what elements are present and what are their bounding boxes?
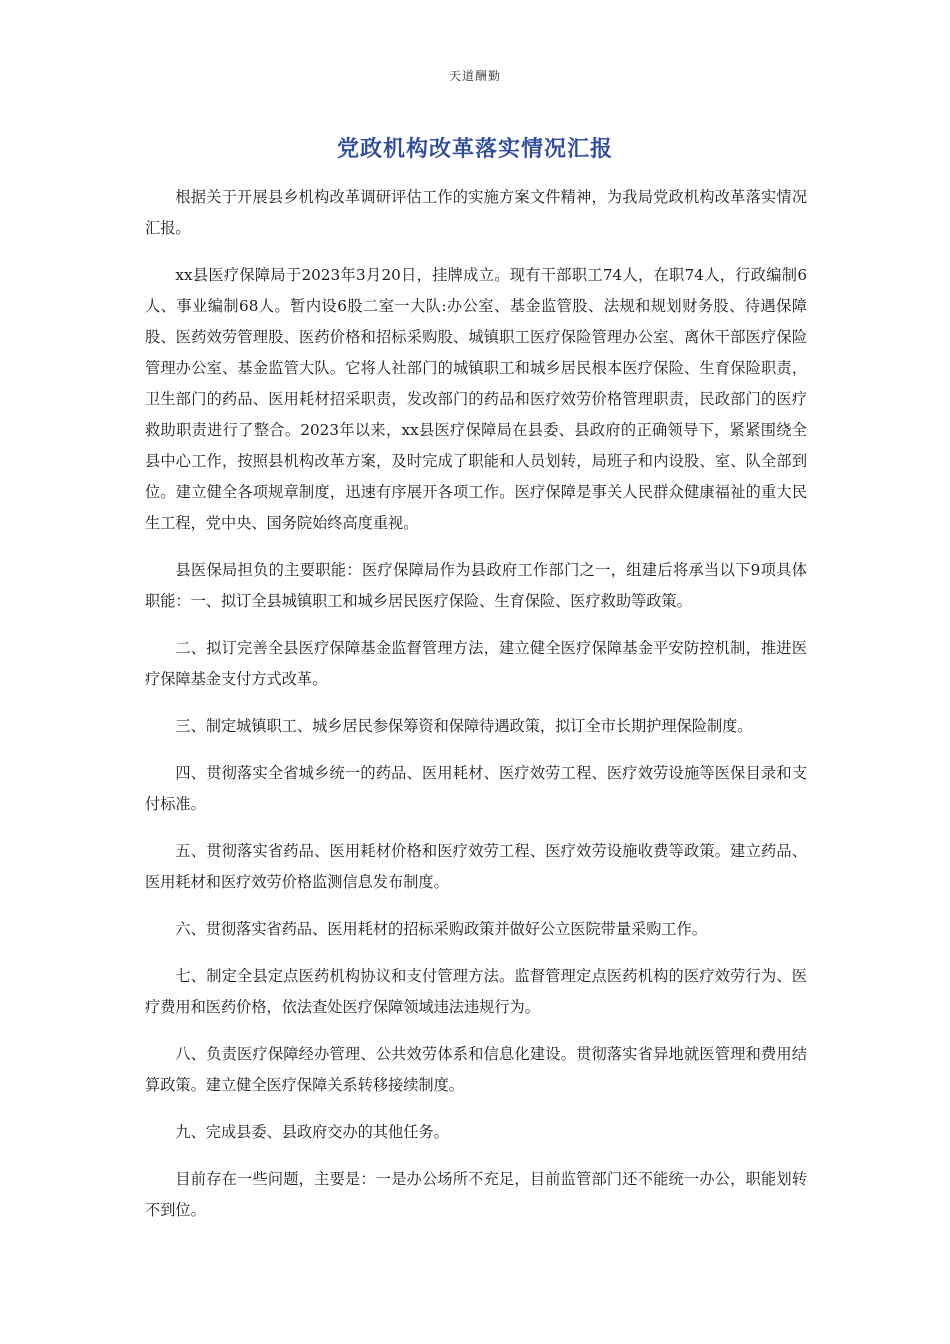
- paragraph-function-9: 九、完成县委、县政府交办的其他任务。: [175, 1123, 449, 1141]
- paragraph-intro: 根据关于开展县乡机构改革调研评估工作的实施方案文件精神，为我局党政机构改革落实情况汇报。: [145, 188, 807, 237]
- paragraph-function-4: 四、贯彻落实全省城乡统一的药品、医用耗材、医疗效劳工程、医疗效劳设施等医保目录和支付标准。: [145, 764, 807, 813]
- document-title: 党政机构改革落实情况汇报: [336, 137, 613, 162]
- document-body: [145, 182, 807, 1242]
- paragraph-function-3: 三、制定城镇职工、城乡居民参保筹资和保障待遇政策，拟订全市长期护理保险制度。: [175, 717, 753, 735]
- paragraph-function-6: 六、贯彻落实省药品、医用耗材的招标采购政策并做好公立医院带量采购工作。: [175, 920, 707, 938]
- header-note: 天道酬勤: [448, 69, 501, 83]
- paragraph-overview: xx县医疗保障局于2023年3月20日，挂牌成立。现有干部职工74人，在职74人，行政编制6人、事业编制68人。暂内设6股二室一大队:办公室、基金监管股、法规和规划财务股、待遇保障股、医药效劳管理股、医药价格和招标采购股、城镇职工医疗保险管理办公室、离休干部医疗保险管理办公室、基金监管大队。它将人社部门的城镇职工和城乡居民根本医疗保险、生育保险职责，卫生部门的药品、医用耗材招采职责，发改部门的药品和医疗效劳价格管理职责，民政部门的医疗救助职责进行了整合。2023年以来，xx县医疗保障局在县委、县政府的正确领导下，紧紧围绕全县中心工作，按照县机构改革方案，及时完成了职能和人员划转，局班子和内设股、室、队全部到位。建立健全各项规章制度，迅速有序展开各项工作。医疗保障是事关人民群众健康福祉的重大民生工程，党中央、国务院始终高度重视。: [145, 266, 807, 532]
- paragraph-function-8: 八、负责医疗保障经办管理、公共效劳体系和信息化建设。贯彻落实省异地就医管理和费用结算政策。建立健全医疗保障关系转移接续制度。: [145, 1045, 807, 1094]
- paragraph-functions: 县医保局担负的主要职能：医疗保障局作为县政府工作部门之一，组建后将承当以下9项具体职能：一、拟订全县城镇职工和城乡居民医疗保险、生育保险、医疗救助等政策。: [145, 561, 807, 610]
- paragraph-problems: 目前存在一些问题，主要是：一是办公场所不充足，目前监管部门还不能统一办公，职能划转不到位。: [145, 1170, 807, 1219]
- paragraph-function-7: 七、制定全县定点医药机构协议和支付管理方法。监督管理定点医药机构的医疗效劳行为、医疗费用和医药价格，依法查处医疗保障领域违法违规行为。: [145, 967, 807, 1016]
- paragraph-function-2: 二、拟订完善全县医疗保障基金监督管理方法，建立健全医疗保障基金平安防控机制，推进医疗保障基金支付方式改革。: [145, 639, 807, 688]
- paragraph-function-5: 五、贯彻落实省药品、医用耗材价格和医疗效劳工程、医疗效劳设施收费等政策。建立药品、医用耗材和医疗效劳价格监测信息发布制度。: [145, 842, 807, 891]
